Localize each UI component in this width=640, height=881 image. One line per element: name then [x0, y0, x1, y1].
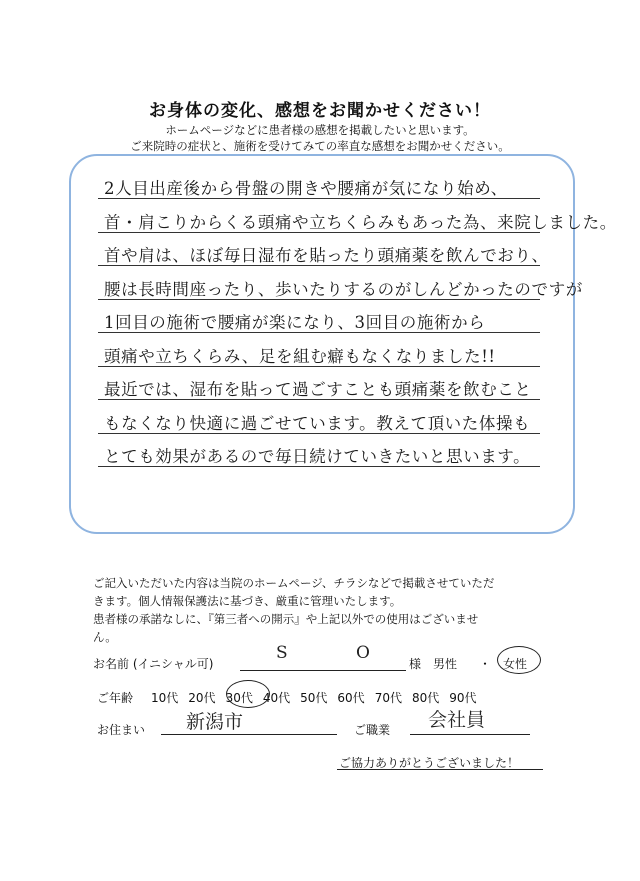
female-circle-mark — [497, 646, 541, 674]
address-value: 新潟市 — [186, 711, 244, 733]
age-70: 70代 — [374, 691, 402, 705]
comment-line: 首・肩こりからくる頭痛や立ちくらみもあった為、来院しました。 — [104, 212, 617, 232]
comment-line: 首や肩は、ほぼ毎日湿布を貼ったり頭痛薬を飲んでおり、 — [104, 246, 549, 265]
ruled-line — [98, 198, 540, 199]
page-title: お身体の変化、感想をお聞かせください！ — [149, 101, 491, 121]
job-label: ご職業 — [354, 723, 391, 737]
age-40: 40代 — [262, 691, 291, 705]
sama-label: 様 — [409, 657, 422, 671]
ruled-line — [98, 265, 540, 266]
initial-last: O — [356, 643, 370, 663]
comment-line: もなくなり快適に過ごせています。教えて頂いた体操も — [104, 413, 531, 433]
name-underline — [240, 670, 406, 671]
ruled-line — [98, 232, 540, 233]
comment-line: 1回目の施術で腰痛が楽になり、3回目の施術から — [104, 313, 486, 332]
female-option: 女性 — [503, 657, 528, 671]
ruled-line — [98, 299, 540, 300]
notice-line-4: ん。 — [93, 630, 117, 644]
notice-line-1: ご記入いただいた内容は当院のホームページ、チラシなどで掲載させていただ — [93, 576, 495, 590]
age-50: 50代 — [300, 691, 328, 705]
age-30-circle-mark — [226, 680, 270, 708]
separator-dot: ・ — [479, 657, 492, 671]
age-20: 20代 — [188, 691, 216, 705]
address-label: お住まい — [97, 723, 146, 737]
comment-line: 腰は長時間座ったり、歩いたりするのがしんどかったのですが — [104, 279, 583, 299]
thanks-underline — [337, 769, 543, 770]
notice-line-3: 患者様の承諾なしに、『第三者への開示』や上記以外での使用はございませ — [93, 612, 479, 626]
ruled-line — [98, 466, 540, 467]
age-90: 90代 — [449, 691, 477, 705]
age-80: 80代 — [411, 691, 440, 705]
age-options — [151, 689, 487, 706]
subtitle-line-1: ホームページなどに患者様の感想を掲載したいと思います。 — [165, 123, 475, 137]
comment-line: 2人目出産後から骨盤の開きや腰痛が気になり始め、 — [104, 179, 508, 198]
thanks-message: ご協力ありがとうございました！ — [339, 756, 520, 770]
male-option: 男性 — [433, 657, 458, 671]
subtitle-line-2: ご来院時の症状と、施術を受けてみての率直な感想をお聞かせください。 — [130, 139, 510, 153]
ruled-line — [98, 433, 540, 434]
comment-line: とても効果があるので毎日続けていきたいと思います。 — [104, 447, 531, 466]
ruled-line — [98, 399, 540, 400]
comment-line: 頭痛や立ちくらみ、足を組む癖もなくなりました!! — [104, 346, 496, 366]
address-underline — [161, 734, 337, 735]
age-60: 60代 — [337, 691, 365, 705]
job-underline — [410, 734, 530, 735]
ruled-line — [98, 366, 540, 367]
age-label: ご年齢 — [97, 691, 134, 705]
notice-line-2: きます。個人情報保護法に基づき、厳重に管理いたします。 — [93, 594, 402, 608]
ruled-line — [98, 332, 540, 333]
comment-line: 最近では、湿布を貼って過ごすことも頭痛薬を飲むこと — [104, 380, 532, 399]
job-value: 会社員 — [428, 709, 486, 731]
initial-first: S — [276, 643, 288, 663]
age-30: 30代 — [225, 691, 253, 705]
name-label: お名前 (イニシャル可) — [93, 657, 214, 671]
age-10: 10代 — [151, 691, 179, 705]
